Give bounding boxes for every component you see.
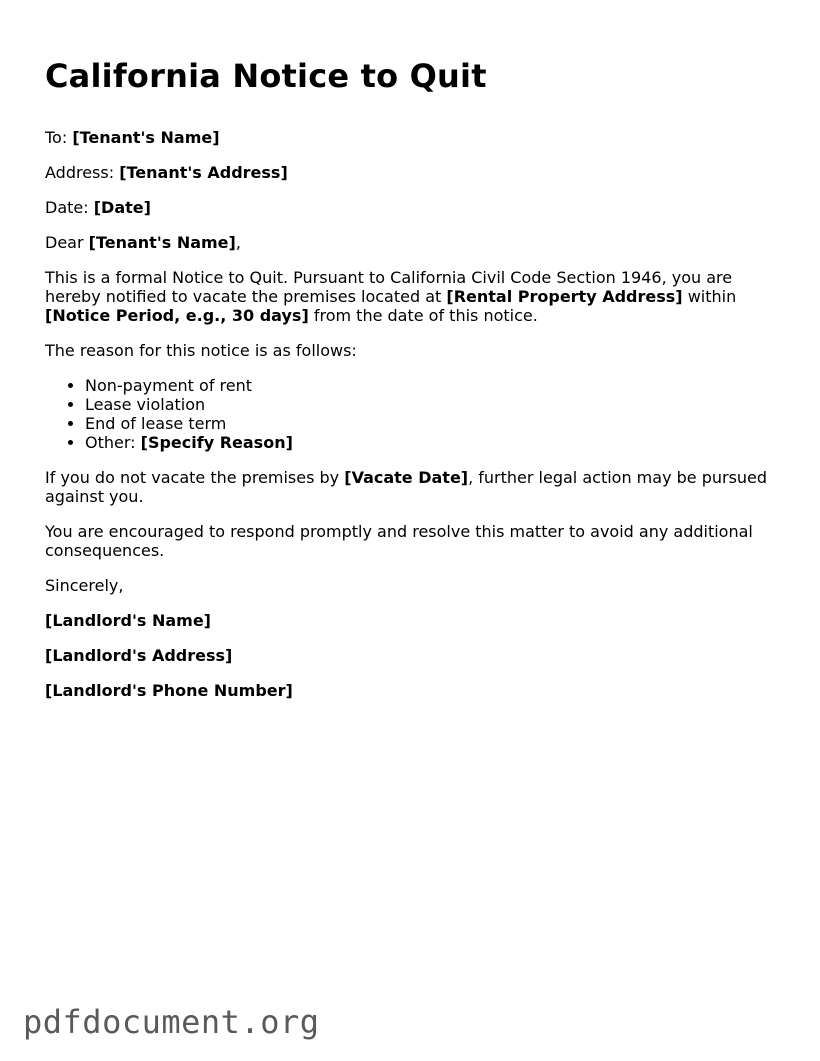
notice-period-placeholder: [Notice Period, e.g., 30 days] [45,306,309,325]
list-item [85,433,785,452]
landlord-name-placeholder: [Landlord's Name] [45,611,211,630]
date-line [45,198,785,217]
notice-text-start: This is a formal Notice to Quit. Pursuant to California Civil Code Section 1946, you are hereby notified to vacate the premises located at [45,268,733,306]
document-title: California Notice to Quit [45,57,487,95]
watermark: pdfdocument.org [23,1003,320,1041]
list-item: • End of lease term [85,414,785,433]
notice-text-within: within [687,287,737,306]
closing: Sincerely, [45,576,124,595]
notice-paragraph [45,268,785,325]
vacate-text-end: , further legal action may be pursued against you. [45,468,768,506]
address-line [45,163,785,182]
landlord-address-placeholder: [Landlord's Address] [45,646,233,665]
list-item: • Lease violation [85,395,785,414]
address-label: Address: [45,163,115,182]
other-label: Other: [85,433,136,452]
to-label: To: [45,128,68,147]
encourage-paragraph: You are encouraged to respond promptly and resolve this matter to avoid any additional consequences. [45,522,753,560]
specify-reason-placeholder: [Specify Reason] [140,433,293,452]
dear-label: Dear [45,233,84,252]
document-page [45,52,785,716]
rental-address-placeholder: [Rental Property Address] [446,287,683,306]
reason-intro: The reason for this notice is as follows: [45,341,357,360]
landlord-phone [45,681,785,700]
landlord-phone-placeholder: [Landlord's Phone Number] [45,681,293,700]
vacate-date-placeholder: [Vacate Date] [344,468,469,487]
landlord-address [45,646,785,665]
tenant-address-placeholder: [Tenant's Address] [119,163,288,182]
landlord-name [45,611,785,630]
reason-list [45,376,785,452]
vacate-paragraph [45,468,785,506]
recipient-line [45,128,785,147]
date-placeholder: [Date] [93,198,151,217]
salutation-tenant-name: [Tenant's Name] [88,233,236,252]
vacate-text-start: If you do not vacate the premises by [45,468,340,487]
salutation-comma: , [235,233,241,252]
notice-text-end: from the date of this notice. [313,306,538,325]
list-item: • Non-payment of rent [85,376,785,395]
tenant-name-placeholder: [Tenant's Name] [72,128,220,147]
salutation-line [45,233,785,252]
date-label: Date: [45,198,89,217]
